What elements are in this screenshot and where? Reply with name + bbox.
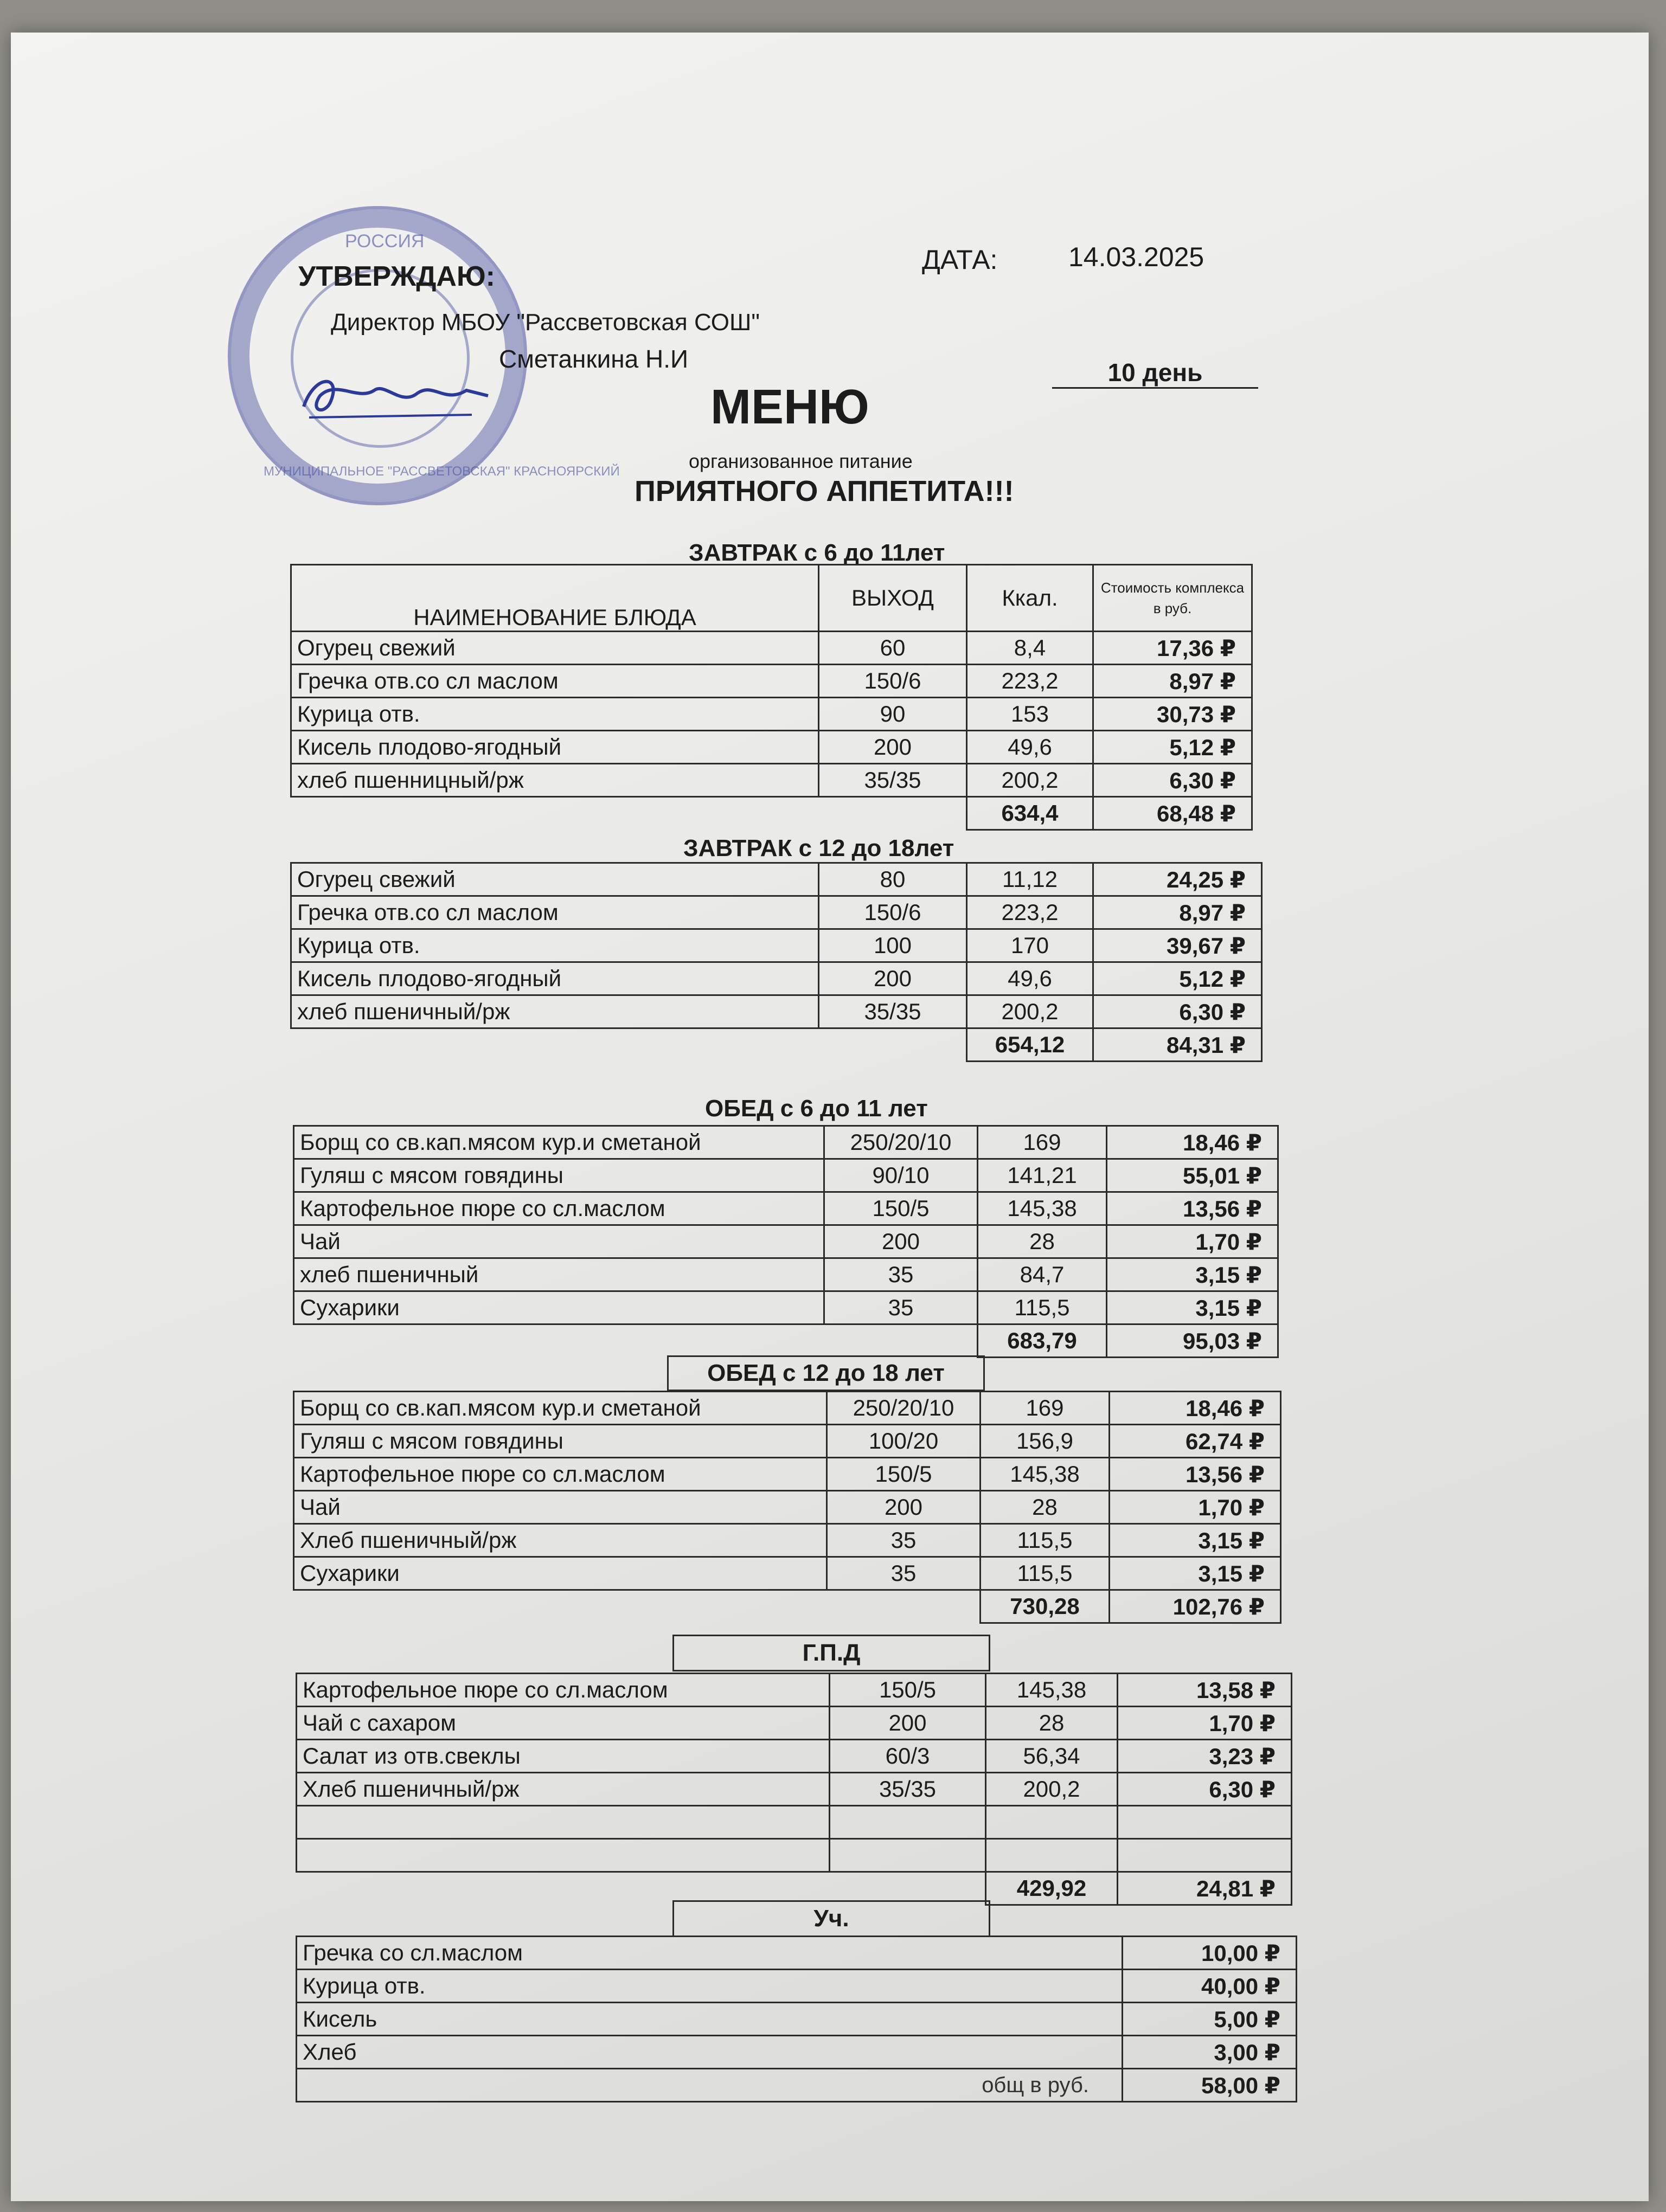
- dish-name: Чай: [294, 1491, 827, 1524]
- dish-output: 200: [827, 1491, 981, 1524]
- dish-output: 35/35: [830, 1773, 986, 1806]
- dish-name: Гречка отв.со сл маслом: [291, 896, 819, 929]
- dish-cost: 55,01 ₽: [1107, 1159, 1278, 1192]
- dish-output: 60/3: [830, 1740, 986, 1773]
- total-row: [294, 1324, 1278, 1358]
- total-label: общ в руб.: [297, 2069, 1123, 2102]
- total-spacer: [294, 1324, 824, 1358]
- total-cost: 58,00 ₽: [1123, 2069, 1297, 2102]
- table-row: [294, 1458, 1281, 1491]
- page-title: МЕНЮ: [710, 380, 869, 434]
- dish-kcal: 115,5: [978, 1291, 1107, 1324]
- dish-output: 250/20/10: [824, 1126, 978, 1159]
- dish-name: хлеб пшеничный: [294, 1258, 824, 1291]
- dish-kcal: 145,38: [978, 1192, 1107, 1225]
- table-row: [291, 863, 1262, 896]
- dish-output: 200: [830, 1707, 986, 1740]
- section-title-gpd: Г.П.Д: [802, 1639, 861, 1666]
- dish-kcal: 141,21: [978, 1159, 1107, 1192]
- dish-name: хлеб пшенницный/рж: [291, 764, 819, 797]
- dish-kcal: 223,2: [967, 665, 1093, 698]
- section-title-lunch-big: ОБЕД с 12 до 18 лет: [707, 1360, 945, 1386]
- total-row: [291, 1028, 1262, 1062]
- staff-table: [296, 1935, 1297, 2102]
- total-spacer: [819, 1028, 967, 1062]
- table-row: [297, 1806, 1292, 1839]
- date-label: ДАТА:: [922, 245, 998, 275]
- total-spacer: [827, 1590, 981, 1623]
- dish-name: Картофельное пюре со сл.маслом: [294, 1458, 827, 1491]
- table-row: [294, 1258, 1278, 1291]
- section-title-lunch-small: ОБЕД с 6 до 11 лет: [705, 1095, 928, 1122]
- breakfast-small-table: [290, 564, 1253, 831]
- dish-kcal: 28: [978, 1225, 1107, 1258]
- total-kcal: 683,79: [978, 1324, 1107, 1358]
- dish-name: Картофельное пюре со сл.маслом: [297, 1674, 830, 1707]
- dish-cost: 18,46 ₽: [1110, 1392, 1281, 1425]
- col-kcal-header: Ккал.: [967, 565, 1093, 632]
- total-row: [297, 2069, 1297, 2102]
- dish-cost: 30,73 ₽: [1093, 698, 1252, 731]
- table-header-row: [291, 565, 1252, 632]
- dish-name: Кисель: [297, 2003, 1123, 2036]
- total-spacer: [294, 1590, 827, 1623]
- dish-cost: 3,15 ₽: [1110, 1557, 1281, 1590]
- dish-output: 80: [819, 863, 967, 896]
- dish-cost: 3,23 ₽: [1118, 1740, 1292, 1773]
- col-output-header: ВЫХОД: [819, 565, 967, 632]
- dish-cost: 8,97 ₽: [1093, 665, 1252, 698]
- dish-name: Кисель плодово-ягодный: [291, 962, 819, 995]
- table-row: [297, 2036, 1297, 2069]
- dish-name: Хлеб: [297, 2036, 1123, 2069]
- dish-cost: 8,97 ₽: [1093, 896, 1262, 929]
- signature-icon: [293, 363, 499, 428]
- dish-name: [297, 1839, 830, 1872]
- dish-kcal: 200,2: [967, 764, 1093, 797]
- stamp-text-arc: МУНИЦИПАЛЬНОЕ "РАССВЕТОВСКАЯ" КРАСНОЯРСКИЙ: [264, 464, 620, 479]
- section-title-box: [672, 1900, 990, 1937]
- dish-kcal: 11,12: [967, 863, 1093, 896]
- table-row: [291, 632, 1252, 665]
- dish-kcal: 49,6: [967, 962, 1093, 995]
- dish-kcal: 84,7: [978, 1258, 1107, 1291]
- dish-cost: 18,46 ₽: [1107, 1126, 1278, 1159]
- dish-cost: 6,30 ₽: [1118, 1773, 1292, 1806]
- section-title-breakfast-big: ЗАВТРАК с 12 до 18лет: [683, 835, 954, 861]
- total-spacer: [824, 1324, 978, 1358]
- dish-output: 90/10: [824, 1159, 978, 1192]
- dish-output: 200: [819, 731, 967, 764]
- total-spacer: [291, 1028, 819, 1062]
- dish-cost: 5,12 ₽: [1093, 731, 1252, 764]
- dish-name: Кисель плодово-ягодный: [291, 731, 819, 764]
- lunch-big-table: [293, 1391, 1281, 1624]
- dish-kcal: 223,2: [967, 896, 1093, 929]
- dish-name: Гуляш с мясом говядины: [294, 1425, 827, 1458]
- dish-cost: 1,70 ₽: [1118, 1707, 1292, 1740]
- table-row: [291, 929, 1262, 962]
- dish-cost: 3,00 ₽: [1123, 2036, 1297, 2069]
- stamp-text-top: РОССИЯ: [345, 231, 425, 252]
- dish-name: [297, 1806, 830, 1839]
- dish-cost: 3,15 ₽: [1107, 1258, 1278, 1291]
- dish-cost: 5,12 ₽: [1093, 962, 1262, 995]
- table-row: [297, 1740, 1292, 1773]
- total-row: [291, 797, 1252, 830]
- breakfast-big-table: [290, 862, 1263, 1062]
- dish-name: Сухарики: [294, 1291, 824, 1324]
- dish-name: Борщ со св.кап.мясом кур.и сметаной: [294, 1126, 824, 1159]
- section-title-staff: Уч.: [813, 1905, 849, 1932]
- dish-kcal: 8,4: [967, 632, 1093, 665]
- table-row: [291, 731, 1252, 764]
- dish-output: [830, 1839, 986, 1872]
- total-spacer: [819, 797, 967, 830]
- table-row: [294, 1392, 1281, 1425]
- dish-output: 150/5: [824, 1192, 978, 1225]
- dish-cost: 62,74 ₽: [1110, 1425, 1281, 1458]
- director-line: Директор МБОУ "Рассветовская СОШ": [331, 309, 760, 336]
- dish-name: Гречка со сл.маслом: [297, 1937, 1123, 1970]
- table-row: [294, 1192, 1278, 1225]
- dish-output: 60: [819, 632, 967, 665]
- gpd-table: [296, 1673, 1292, 1906]
- dish-output: 35: [824, 1291, 978, 1324]
- dish-cost: 39,67 ₽: [1093, 929, 1262, 962]
- table-row: [291, 962, 1262, 995]
- dish-name: Салат из отв.свеклы: [297, 1740, 830, 1773]
- table-row: [297, 1707, 1292, 1740]
- total-cost: 84,31 ₽: [1093, 1028, 1262, 1062]
- table-row: [291, 698, 1252, 731]
- table-row: [291, 764, 1252, 797]
- dish-name: Курица отв.: [291, 698, 819, 731]
- director-name: Сметанкина Н.И: [499, 345, 689, 373]
- dish-cost: 17,36 ₽: [1093, 632, 1252, 665]
- total-kcal: 654,12: [967, 1028, 1093, 1062]
- dish-kcal: 49,6: [967, 731, 1093, 764]
- dish-cost: 40,00 ₽: [1123, 1970, 1297, 2003]
- dish-kcal: 169: [981, 1392, 1110, 1425]
- table-row: [294, 1159, 1278, 1192]
- total-kcal: 429,92: [986, 1872, 1118, 1905]
- dish-name: Борщ со св.кап.мясом кур.и сметаной: [294, 1392, 827, 1425]
- table-row: [294, 1524, 1281, 1557]
- total-cost: 68,48 ₽: [1093, 797, 1252, 830]
- table-row: [297, 1674, 1292, 1707]
- table-row: [294, 1425, 1281, 1458]
- dish-kcal: 28: [986, 1707, 1118, 1740]
- section-title-box: [672, 1635, 990, 1671]
- section-title-breakfast-small: ЗАВТРАК с 6 до 11лет: [689, 539, 945, 566]
- col-name-header: НАИМЕНОВАНИЕ БЛЮДА: [291, 565, 819, 632]
- dish-kcal: 170: [967, 929, 1093, 962]
- dish-kcal: 145,38: [981, 1458, 1110, 1491]
- dish-kcal: [986, 1806, 1118, 1839]
- total-row: [294, 1590, 1281, 1623]
- dish-output: 100/20: [827, 1425, 981, 1458]
- dish-name: Огурец свежий: [291, 863, 819, 896]
- dish-kcal: 200,2: [986, 1773, 1118, 1806]
- dish-name: Огурец свежий: [291, 632, 819, 665]
- total-cost: 95,03 ₽: [1107, 1324, 1278, 1358]
- dish-output: 35/35: [819, 764, 967, 797]
- table-row: [291, 995, 1262, 1028]
- dish-output: 250/20/10: [827, 1392, 981, 1425]
- dish-output: 100: [819, 929, 967, 962]
- dish-cost: 3,15 ₽: [1110, 1524, 1281, 1557]
- dish-name: Чай: [294, 1225, 824, 1258]
- dish-name: хлеб пшеничный/рж: [291, 995, 819, 1028]
- dish-cost: [1118, 1806, 1292, 1839]
- approve-label: УТВЕРЖДАЮ:: [298, 261, 495, 292]
- dish-kcal: 169: [978, 1126, 1107, 1159]
- date-value: 14.03.2025: [1068, 242, 1204, 272]
- table-row: [297, 1937, 1297, 1970]
- dish-name: Чай с сахаром: [297, 1707, 830, 1740]
- total-spacer: [291, 797, 819, 830]
- dish-output: 200: [824, 1225, 978, 1258]
- table-row: [297, 1773, 1292, 1806]
- dish-kcal: 115,5: [981, 1524, 1110, 1557]
- dish-output: 90: [819, 698, 967, 731]
- col-cost-header: Стоимость комплекса в руб.: [1093, 565, 1252, 632]
- menu-sheet: [11, 33, 1649, 2201]
- dish-kcal: 28: [981, 1491, 1110, 1524]
- total-cost: 102,76 ₽: [1110, 1590, 1281, 1623]
- total-kcal: 730,28: [981, 1590, 1110, 1623]
- table-row: [294, 1225, 1278, 1258]
- dish-cost: 13,56 ₽: [1107, 1192, 1278, 1225]
- dish-kcal: 153: [967, 698, 1093, 731]
- dish-cost: 13,58 ₽: [1118, 1674, 1292, 1707]
- greeting: ПРИЯТНОГО АППЕТИТА!!!: [635, 475, 1014, 507]
- dish-cost: 24,25 ₽: [1093, 863, 1262, 896]
- dish-cost: [1118, 1839, 1292, 1872]
- section-title-box: [667, 1355, 985, 1391]
- table-row: [294, 1557, 1281, 1590]
- dish-cost: 5,00 ₽: [1123, 2003, 1297, 2036]
- dish-kcal: 56,34: [986, 1740, 1118, 1773]
- dish-output: 150/5: [830, 1674, 986, 1707]
- total-kcal: 634,4: [967, 797, 1093, 830]
- dish-kcal: 200,2: [967, 995, 1093, 1028]
- dish-output: [830, 1806, 986, 1839]
- dish-cost: 6,30 ₽: [1093, 764, 1252, 797]
- dish-name: Картофельное пюре со сл.маслом: [294, 1192, 824, 1225]
- dish-cost: 1,70 ₽: [1107, 1225, 1278, 1258]
- table-row: [294, 1291, 1278, 1324]
- dish-kcal: 156,9: [981, 1425, 1110, 1458]
- day-number: 10 день: [1052, 358, 1258, 389]
- dish-kcal: 115,5: [981, 1557, 1110, 1590]
- lunch-small-table: [293, 1125, 1279, 1358]
- total-cost: 24,81 ₽: [1118, 1872, 1292, 1905]
- dish-output: 150/6: [819, 896, 967, 929]
- dish-name: Гречка отв.со сл маслом: [291, 665, 819, 698]
- page-subtitle: организованное питание: [689, 450, 913, 472]
- dish-name: Курица отв.: [291, 929, 819, 962]
- dish-output: 150/6: [819, 665, 967, 698]
- dish-output: 35: [824, 1258, 978, 1291]
- dish-cost: 1,70 ₽: [1110, 1491, 1281, 1524]
- dish-cost: 6,30 ₽: [1093, 995, 1262, 1028]
- dish-output: 150/5: [827, 1458, 981, 1491]
- table-row: [294, 1126, 1278, 1159]
- dish-kcal: 145,38: [986, 1674, 1118, 1707]
- dish-cost: 10,00 ₽: [1123, 1937, 1297, 1970]
- dish-kcal: [986, 1839, 1118, 1872]
- table-row: [297, 1970, 1297, 2003]
- dish-name: Хлеб пшеничный/рж: [297, 1773, 830, 1806]
- table-row: [291, 896, 1262, 929]
- table-row: [294, 1491, 1281, 1524]
- dish-output: 200: [819, 962, 967, 995]
- dish-output: 35/35: [819, 995, 967, 1028]
- dish-output: 35: [827, 1557, 981, 1590]
- dish-name: Сухарики: [294, 1557, 827, 1590]
- dish-cost: 3,15 ₽: [1107, 1291, 1278, 1324]
- table-row: [297, 1839, 1292, 1872]
- table-row: [291, 665, 1252, 698]
- dish-name: Хлеб пшеничный/рж: [294, 1524, 827, 1557]
- dish-name: Курица отв.: [297, 1970, 1123, 2003]
- dish-name: Гуляш с мясом говядины: [294, 1159, 824, 1192]
- dish-cost: 13,56 ₽: [1110, 1458, 1281, 1491]
- dish-output: 35: [827, 1524, 981, 1557]
- table-row: [297, 2003, 1297, 2036]
